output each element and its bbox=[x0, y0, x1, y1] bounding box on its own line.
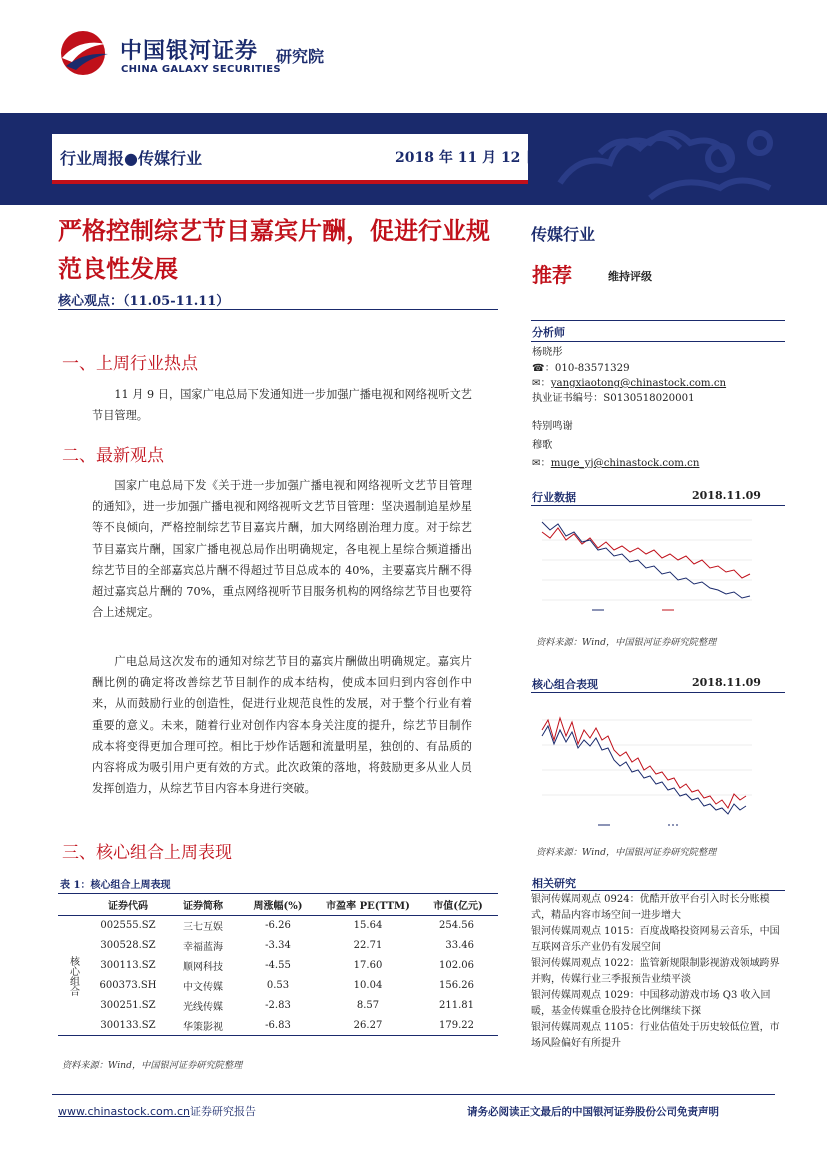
table-cell: 顺网科技 bbox=[183, 962, 223, 973]
analyst-email-row bbox=[532, 376, 726, 392]
paragraph: 国家广电总局下发《关于进一步加强广播电视和网络视听文艺节目管理的通知》，进一步加强广播电视和网络视听文艺节目管理：坚决遏制追星炒星等不良倾向，严格控制综艺节目嘉宾片酬，加大网络剧治理力度。对于综艺节目嘉宾片酬，国家广播电视总局作出明确规定，各电视上星综合频道播出综艺节目的全部嘉宾总片酬不得超过节目总成本的 40%，主要嘉宾片酬不得超过嘉宾总片酬的 70%，重点网络视听节目服务机构的网络综艺节目也要符合上述规定。 bbox=[92, 479, 472, 620]
table-group-label: 核心组合 bbox=[67, 955, 79, 996]
table-cell: 156.26 bbox=[439, 980, 474, 991]
table-cell: 33.46 bbox=[445, 940, 474, 951]
table-cell: 211.81 bbox=[439, 1000, 474, 1011]
divider bbox=[531, 341, 785, 342]
table-source: 资料来源：Wind，中国银河证券研究院整理 bbox=[62, 1060, 243, 1071]
analyst-email-link[interactable]: yangxiaotong@chinastock.com.cn bbox=[550, 378, 727, 389]
related-item[interactable]: 银河传媒周观点 1029：中国移动游戏市场 Q3 收入回暖，基金传媒重仓股持仓比例继续下探 bbox=[531, 990, 771, 1017]
table-cell: 华策影视 bbox=[183, 1021, 223, 1033]
table-header: 市值(亿元) bbox=[433, 901, 483, 912]
footer-disclaimer: 请务必阅读正文最后的中国银河证券股份公司免责声明 bbox=[467, 1106, 719, 1118]
series-portfolio bbox=[542, 718, 746, 808]
divider bbox=[58, 309, 498, 310]
table-cell: -6.26 bbox=[265, 920, 291, 932]
table-cell: 300133.SZ bbox=[100, 1019, 156, 1031]
table-cell: 600373.SH bbox=[99, 980, 157, 991]
company-name-cn: 中国银河证券 bbox=[120, 39, 259, 64]
analyst-cert: 执业证书编号：S0130518020001 bbox=[532, 393, 695, 404]
table-cell: 179.22 bbox=[439, 1019, 474, 1031]
divider bbox=[531, 320, 785, 321]
thanks-email-row bbox=[532, 456, 699, 472]
table-cell: 300528.SZ bbox=[100, 940, 156, 951]
table-cell: 中文传媒 bbox=[183, 982, 223, 993]
paragraph: 广电总局这次发布的通知对综艺节目的嘉宾片酬做出明确规定。嘉宾片酬比例的确定将改善综艺节目制作的成本结构，使成本回归到内容创作中来，从而鼓励行业的创造性，促进行业规范良性的发展，对于整个行业有着重要的意义。未来，随着行业对创作内容本身关注度的提升，综艺节目制作成本将变得更加合理可控。相比于炒作话题和流量明星，独创的、有品质的内容将成为吸引用户更有效的方式。此次政策的落地，将鼓励更多从业人员发挥创造力，从综艺节目内容本身进行突破。 bbox=[92, 655, 472, 796]
table-header: 证券代码 bbox=[108, 901, 148, 912]
table-header-group bbox=[58, 894, 88, 916]
footer-divider bbox=[52, 1094, 775, 1095]
table-header: 证券简称 bbox=[183, 901, 223, 912]
footer-website bbox=[58, 1103, 256, 1119]
table-cell: 0.53 bbox=[266, 980, 290, 991]
table-row bbox=[58, 1016, 498, 1036]
headline: 严格控制综艺节目嘉宾片酬，促进行业规范良性发展 bbox=[58, 216, 490, 283]
table-row bbox=[58, 916, 498, 936]
related-item[interactable]: 银河传媒周观点 1022：监管新规限制影视游戏领域跨界并购，传媒行业三季报预告业绩平淡 bbox=[531, 958, 780, 985]
footer-label: 证券研究报告 bbox=[189, 1105, 256, 1118]
table-cell: -6.83 bbox=[265, 1019, 291, 1031]
table-header: 周涨幅(%) bbox=[253, 901, 303, 912]
company-name-en: CHINA GALAXY SECURITIES bbox=[121, 64, 281, 75]
galaxy-logo-icon bbox=[54, 28, 112, 78]
analyst-label: 分析师 bbox=[532, 326, 565, 339]
divider bbox=[531, 692, 785, 693]
section-title-viewpoint: 二、最新观点 bbox=[62, 446, 164, 466]
table-cell: 26.27 bbox=[353, 1019, 383, 1031]
divider bbox=[531, 890, 785, 891]
analyst-phone: ☎：010-83571329 bbox=[532, 363, 630, 374]
related-item[interactable]: 银河传媒周观点 1105：行业估值处于历史较低位置，市场风险偏好有所提升 bbox=[531, 1022, 780, 1049]
table-row bbox=[58, 996, 498, 1016]
thanks-name: 穆歌 bbox=[532, 440, 553, 451]
analyst-name: 杨晓彤 bbox=[532, 347, 563, 358]
table-row bbox=[58, 956, 498, 976]
rating: 推荐 bbox=[532, 263, 572, 287]
table-cell: 002555.SZ bbox=[100, 920, 156, 932]
table-cell: 三七互娱 bbox=[183, 922, 223, 934]
table-cell: 15.64 bbox=[353, 920, 383, 932]
table-header: 市盈率 PE(TTM) bbox=[326, 901, 410, 912]
chart2-title: 核心组合表现 bbox=[532, 678, 598, 691]
table-cell: -3.34 bbox=[265, 940, 291, 951]
table-cell: 8.57 bbox=[356, 1000, 380, 1011]
core-view-label: 核心观点：（11.05-11.11） bbox=[58, 294, 230, 309]
table-row bbox=[58, 976, 498, 996]
website-link[interactable]: www.chinastock.com.cn bbox=[58, 1105, 190, 1118]
report-date: 2018 年 11 月 12 日 bbox=[395, 150, 540, 166]
chart1-date: 2018.11.09 bbox=[692, 489, 761, 502]
rating-note: 维持评级 bbox=[608, 270, 652, 283]
table-cell: 光线传媒 bbox=[183, 1002, 223, 1013]
related-title: 相关研究 bbox=[532, 877, 576, 890]
department-name: 研究院 bbox=[276, 47, 325, 66]
industry-chart bbox=[532, 510, 758, 622]
table-row bbox=[58, 936, 498, 956]
chart2-source: 资料来源：Wind，中国银河证券研究院整理 bbox=[536, 847, 717, 858]
mail-icon: ✉： bbox=[532, 458, 551, 469]
chart1-title: 行业数据 bbox=[532, 491, 576, 504]
table-cell: 254.56 bbox=[439, 920, 474, 932]
portfolio-chart bbox=[532, 700, 758, 832]
thanks-label: 特别鸣谢 bbox=[532, 421, 573, 432]
related-item[interactable]: 银河传媒周观点 1015：百度战略投资网易云音乐，中国互联网音乐产业仍有发展空间 bbox=[531, 926, 780, 953]
table-cell: -2.83 bbox=[265, 1000, 291, 1011]
table-cell: 17.60 bbox=[353, 960, 383, 971]
related-item[interactable]: 银河传媒周观点 0924：优酷开放平台引入时长分账模式，精品内容市场空间一进步增大 bbox=[531, 894, 770, 921]
portfolio-table bbox=[58, 893, 498, 1036]
table-cell: -4.55 bbox=[265, 960, 291, 971]
banner-red-rule bbox=[52, 180, 528, 184]
paragraph: 11 月 9 日，国家广电总局下发通知进一步加强广播电视和网络视听文艺节目管理。 bbox=[92, 388, 472, 423]
section-title-hotspots: 一、上周行业热点 bbox=[62, 354, 198, 374]
table-cell: 幸福蓝海 bbox=[183, 942, 223, 953]
thanks-email-link[interactable]: muge_yj@chinastock.com.cn bbox=[550, 458, 700, 469]
series-media-industry bbox=[542, 528, 750, 578]
mail-icon: ✉： bbox=[532, 378, 551, 389]
table-cell: 102.06 bbox=[439, 960, 474, 971]
industry-label: 传媒行业 bbox=[531, 225, 596, 244]
divider bbox=[531, 505, 785, 506]
chart2-date: 2018.11.09 bbox=[692, 676, 761, 689]
report-type: 行业周报●传媒行业 bbox=[60, 149, 202, 168]
section-title-portfolio: 三、核心组合上周表现 bbox=[62, 843, 232, 863]
table-cell: 300251.SZ bbox=[100, 1000, 156, 1011]
table-cell: 22.71 bbox=[353, 940, 383, 951]
related-research-list bbox=[531, 892, 785, 1052]
table-cell: 10.04 bbox=[353, 980, 383, 991]
table-title: 表 1：核心组合上周表现 bbox=[60, 880, 171, 891]
chart1-source: 资料来源：Wind，中国银河证券研究院整理 bbox=[536, 637, 717, 648]
table-cell: 300113.SZ bbox=[100, 960, 156, 971]
